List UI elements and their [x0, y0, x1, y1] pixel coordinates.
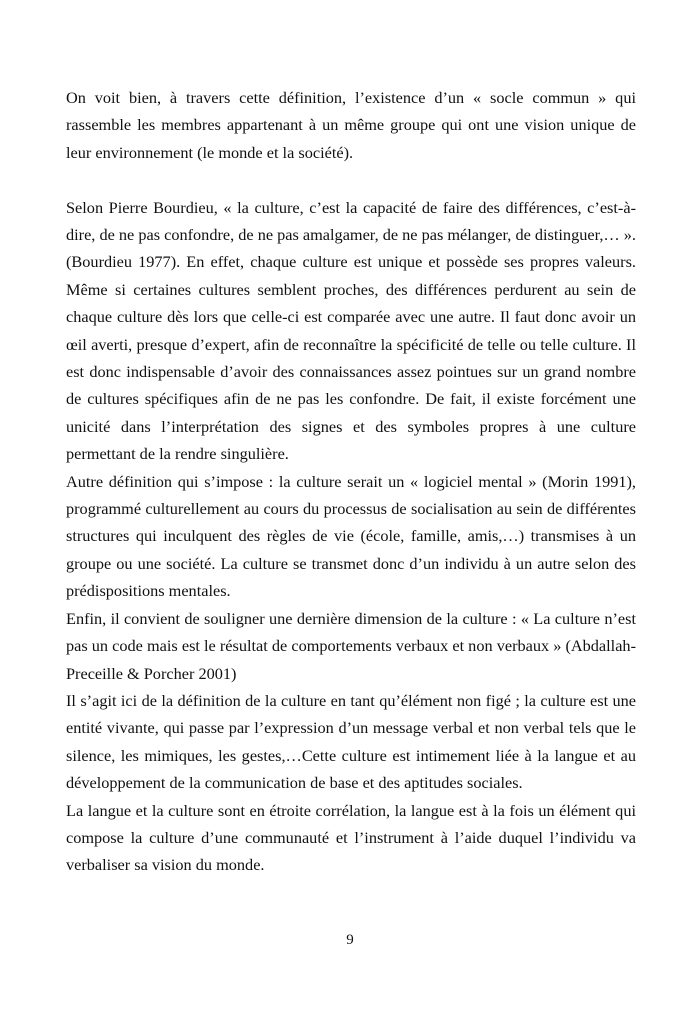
paragraph-element-non-fige: Il s’agit ici de la définition de la culture en tant qu’élément non figé ; la culture est une entité vivante, qui passe par l’expression d’un message verbal et non verbal tels que le silence, les mimiques, les gestes,…Cette culture est intimement liée à la langue et au développement de la communication de base et des aptitudes sociales.: [66, 690, 636, 793]
paragraph-socle-commun: On voit bien, à travers cette définition, l’existence d’un « socle commun » qui rassemble les membres appartenant à un même groupe qui ont une vision unique de leur environnement (le monde et la société).: [66, 88, 636, 162]
page-body: [66, 84, 636, 879]
paragraph-bourdieu: Selon Pierre Bourdieu, « la culture, c’est la capacité de faire des différences, c’est-à-dire, de ne pas confondre, de ne pas amalgamer, de ne pas mélanger, de distinguer,… ». (Bourdieu 1977). En effet, chaque culture est unique et possède ses propres valeurs. Même si certaines cultures semblent proches, des différences perdurent au sein de chaque culture dès lors que celle-ci est comparée avec une autre. Il faut donc avoir un œil averti, presque d’expert, afin de reconnaître la spécificité de telle ou telle culture. Il est donc indispensable d’avoir des connaissances assez pointues sur un grand nombre de cultures spécifiques afin de ne pas les confondre. De fait, il existe forcément une unicité dans l’interprétation des signes et des symboles propres à une culture permettant de la rendre singulière.: [66, 197, 636, 464]
paragraph-logiciel-mental: Autre définition qui s’impose : la culture serait un « logiciel mental » (Morin 1991), programmé culturellement au cours du processus de socialisation au sein de différentes structures qui inculquent des règles de vie (école, famille, amis,…) transmises à un groupe ou une société. La culture se transmet donc d’un individu à un autre selon des prédispositions mentales.: [66, 471, 636, 601]
paragraph-langue-culture: La langue et la culture sont en étroite corrélation, la langue est à la fois un élément qui compose la culture d’une communauté et l’instrument à l’aide duquel l’individu va verbaliser sa vision du monde.: [66, 800, 636, 875]
page-number: 9: [346, 932, 354, 948]
paragraph-derniere-dimension: Enfin, il convient de souligner une dernière dimension de la culture : « La culture n’est pas un code mais est le résultat de comportements verbaux et non verbaux » (Abdallah-Preceille & Porcher 2001): [66, 608, 636, 683]
